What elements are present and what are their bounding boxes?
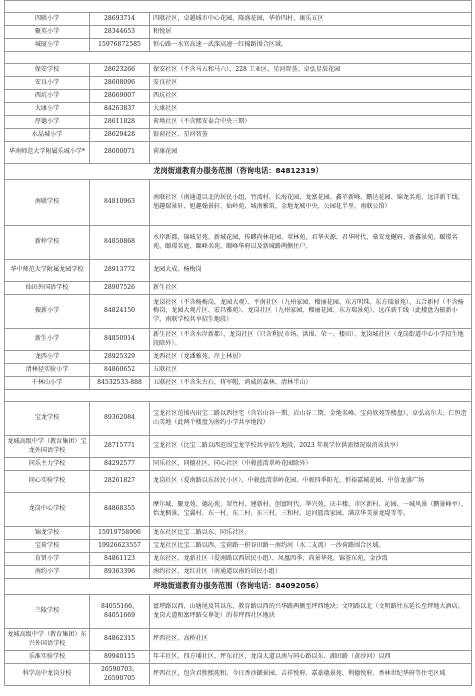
- service-area-cell: 富坪路以西，山塘尾及其以东，教育路以西的兴华路两侧至坪西地块；文明路以北（文明路往东延长至坪地大酒店、龙岗大道和富坪路交界处）的非坪西社区地块: [150, 595, 472, 629]
- service-area-cell: 四联社区，卓越城市中心花园、隆盛花园，华侨四村、康乐五区: [150, 13, 472, 26]
- phone-cell: 84861123: [90, 553, 150, 566]
- table-row: [5, 90, 472, 103]
- table-row: [5, 13, 472, 26]
- phone-cell: 84850914: [90, 329, 150, 351]
- school-name-cell: 新生小学: [5, 329, 90, 351]
- phone-cell: 28608096: [90, 77, 150, 90]
- phone-cell: 28925329: [90, 351, 150, 364]
- phone-cell: 84263837: [90, 103, 150, 116]
- section-spacer: [5, 390, 472, 402]
- service-area-cell: 南联社区（南通道以北的居民小组，竹湾村、长海花园、龙富花园、鑫苹新峰、鹏达花园、锦龙名苑、远洋新干线、旭趣瑞景轩、旭趣翰景轩、仙岭苑、城南雅筑、金地龙城中央、公园花半里，南联公馆）: [150, 180, 472, 226]
- phone-cell: 84532533-888: [90, 377, 150, 390]
- table-row: [5, 364, 472, 377]
- table-row: [5, 180, 472, 226]
- phone-cell: 28907526: [90, 282, 150, 295]
- service-area-cell: 同乐社区、同德社区、同心社区（中骏蓝湾翠岭花园除外）: [150, 458, 472, 471]
- service-area-cell: 保安社区（不含马五和马六）、228 工业区，星河智荟、卓弘星辰花园: [150, 64, 472, 77]
- phone-cell: 89940115: [90, 651, 150, 664]
- table-row: [5, 64, 472, 77]
- phone-cell: 26590703、26590705: [90, 664, 150, 686]
- school-name-cell: 锦龙学校: [5, 527, 90, 540]
- phone-cell: 84862315: [90, 629, 150, 651]
- service-area-cell: 荷坳社区（不含熙安泰合中央三期）: [150, 116, 472, 129]
- school-name-cell: 龙西小学: [5, 351, 90, 364]
- table-row: [5, 664, 472, 686]
- table-row: [5, 629, 472, 651]
- phone-cell: 28611828: [90, 116, 150, 129]
- school-name-cell: 科学高中龙岗分校: [5, 664, 90, 686]
- phone-cell: 84860652: [90, 364, 150, 377]
- school-name-cell: 安良小学: [5, 77, 90, 90]
- school-district-table: [4, 0, 472, 686]
- service-area-cell: 龙岗社区（不含杨梅岗，龙园大观）、平南社区（九州家园、榴丽花园、东方明珠、东方瑞景苑）、五合新村（不含杨梅岗、龙园大观片区、宏昌雅苑）、龙岗社区（九州家园、榴丽花园、东方瑞景苑）、远洋新干线（此楼盘为振新小学、南联学校共享招生地段）: [150, 295, 472, 329]
- table-row: [5, 540, 472, 553]
- section-spacer: [5, 1, 472, 13]
- table-row: [5, 226, 472, 260]
- table-row: [5, 116, 472, 129]
- section-header-text: [5, 52, 472, 64]
- service-area-cell: 大康社区: [150, 103, 472, 116]
- phone-cell: 28913772: [90, 260, 150, 282]
- table-row: [5, 329, 472, 351]
- service-area-cell: 龙岗社区（爱南路以东居民小区）、中骏蓝湾翠岭花园、中骏四季阳光、恒裕嘉城花园、中信龙盛广场: [150, 471, 472, 493]
- school-name-cell: 兰陵学校: [5, 595, 90, 629]
- phone-cell: 28693714: [90, 13, 150, 26]
- table-row: [5, 129, 472, 142]
- table-row: [5, 26, 472, 39]
- service-area-cell: 五联社区（不含朱古石、将军帽、鸿威的森林、清林半山）: [150, 377, 472, 390]
- phone-cell: 15976872585: [90, 39, 150, 52]
- phone-cell: 15919758906: [90, 527, 150, 540]
- service-area-cell: 南约社区、龙红社区（南通道以南的居民小组）: [150, 566, 472, 579]
- service-area-cell: 新生社区（不含水岸新都）、龙岗社区（只含利民市场、洪围、荣一、楼田）、龙岗城社区（龙岗街道中心小学招生地段除外）。: [150, 329, 472, 351]
- service-area-cell: 安良社区: [150, 77, 472, 90]
- phone-cell: 89362084: [90, 402, 150, 436]
- phone-cell: 84810963: [90, 180, 150, 226]
- table-row: [5, 566, 472, 579]
- school-name-cell: 育贤小学: [5, 553, 90, 566]
- phone-cell: 19926623557: [90, 540, 150, 553]
- table-row: [5, 103, 472, 116]
- service-area-cell: 银荷社区、星河智荟: [150, 129, 472, 142]
- school-name-cell: 城厦小学: [5, 39, 90, 52]
- table-row: [5, 651, 472, 664]
- table-row: [5, 77, 472, 90]
- service-area-cell: 摩尔城、聚龙苑、德沁苑、翠竹村、建新村、创富时代、华兴苑、庆丰楼、市区新村、沁园、一城风景（鹏景峰亭）、怡龙枫景、宝翼村、东一村、东二村、东三村、三和村、运河篮湾家园、满京华美景龙堤等等。: [150, 493, 472, 527]
- school-name-cell: 同乐主力学校: [5, 458, 90, 471]
- school-name-cell: 四联小学: [5, 13, 90, 26]
- phone-cell: 28669007: [90, 90, 150, 103]
- table-row: [5, 527, 472, 540]
- phone-cell: 84824150: [90, 295, 150, 329]
- table-row: [5, 260, 472, 282]
- service-area-cell: 龙东社区比宝二路以东、同乐社区、: [150, 527, 472, 540]
- service-area-cell: 和悦居: [150, 26, 472, 39]
- school-name-cell: 聚英小学: [5, 26, 90, 39]
- phone-cell: 28261827: [90, 471, 150, 493]
- service-area-cell: 新生社区: [150, 282, 472, 295]
- school-name-cell: 水晶城小学: [5, 129, 90, 142]
- school-name-cell: 西坑小学: [5, 90, 90, 103]
- table-row: [5, 493, 472, 527]
- phone-cell: 28623266: [90, 64, 150, 77]
- school-name-cell: 乐淮实验学校: [5, 651, 90, 664]
- school-name-cell: 保安学校: [5, 64, 90, 77]
- section-header-text: [5, 390, 472, 402]
- phone-cell: 84292577: [90, 458, 150, 471]
- service-area-cell: 宝龙社区比宝二路以西、宝荷路一积谷田路一南约河（水二支流）一沙荷路围合区域。: [150, 540, 472, 553]
- table-row: [5, 282, 472, 295]
- phone-cell: 84055166、84051669: [90, 595, 150, 629]
- section-spacer: [5, 52, 472, 64]
- school-name-cell: 大康小学: [5, 103, 90, 116]
- school-name-cell: 宝龙学校: [5, 402, 90, 436]
- table-row: [5, 595, 472, 629]
- phone-cell: 89363396: [90, 566, 150, 579]
- school-name-cell: 仙田外国语学校: [5, 282, 90, 295]
- service-area-cell: 坪西社区，包含君胜熙苑和、今日香沙御景园、吉祥悦府、嘉豪德景苑、利德悦府、香林世纪华府等住宅区域: [150, 664, 472, 686]
- section-header-text: 坪地街道教育办服务范围（咨询电话：84092056）: [5, 579, 472, 595]
- service-area-cell: 五联社区: [150, 364, 472, 377]
- phone-cell: 28344653: [90, 26, 150, 39]
- section-header: [5, 164, 472, 180]
- school-name-cell: 同心实验学校: [5, 471, 90, 493]
- table-row: [5, 458, 472, 471]
- section-header-text: 龙岗街道教育办服务范围（咨询电话：84812319）: [5, 164, 472, 180]
- service-area-cell: 西坑社区: [150, 90, 472, 103]
- phone-cell: 28715771: [90, 436, 150, 458]
- table-row: [5, 436, 472, 458]
- service-area-cell: 水岸新都、锦城星苑、新城花园、传麒尚林花园、翠林苑、君华天源、君华时代、燊安龙樾府、新鑫景苑、颐璟名苑、颐璟名庭、颐峰名苑、颐峰华府以及新城路两侧住户。: [150, 226, 472, 260]
- table-row: [5, 471, 472, 493]
- school-name-cell: 清林径实验小学: [5, 364, 90, 377]
- school-name-cell: 华中师范大学附属龙园学校: [5, 260, 90, 282]
- table-row: [5, 402, 472, 436]
- service-area-cell: 年丰社区、四方埔社区、坪东社区、龙岗大道以南与同心路以东、湖田路（黄沙河）以西: [150, 651, 472, 664]
- table-row: [5, 295, 472, 329]
- table-row: [5, 377, 472, 390]
- school-name-cell: 南联学校: [5, 180, 90, 226]
- school-name-cell: 厚德小学: [5, 116, 90, 129]
- school-name-cell: 新梓学校: [5, 226, 90, 260]
- phone-cell: 84868355: [90, 493, 150, 527]
- school-name-cell: 振新小学: [5, 295, 90, 329]
- phone-cell: 28629428: [90, 129, 150, 142]
- table-row: [5, 553, 472, 566]
- service-area-cell: 宝龙社区范围内出宝二路以西往宅（含岩山谷一期、岩山谷二期、金地名峰、宝荷欣苑等楼盘）、卓弘高尔夫、仁恒峦山美地（此两个楼盘为南约小学共享地段）: [150, 402, 472, 436]
- table-row: [5, 39, 472, 52]
- service-area-cell: 荷康花园: [150, 142, 472, 164]
- school-name-cell: 千林山小学: [5, 377, 90, 390]
- service-area-cell: 宝龙社区（比宝二路以西范围宝龙学校共享招生地段，2023 年视学位供需情况取消该共享）: [150, 436, 472, 458]
- service-area-cell: 恒心路一水官高速一武深高速一红棉路围合区域。: [150, 39, 472, 52]
- school-name-cell: 宝荷学校: [5, 540, 90, 553]
- service-area-cell: 龙东社区、龙新社区（爱南路以西居民小组）、凤凰四季、尚景华苑、锦荟东苑、金沙湾: [150, 553, 472, 566]
- school-name-cell: 龙城高级中学（教育集团）东兴外国语学校: [5, 629, 90, 651]
- school-name-cell: 龙岗中心学校: [5, 493, 90, 527]
- phone-cell: 84850868: [90, 226, 150, 260]
- table-row: [5, 351, 472, 364]
- service-area-cell: 坪西社区、高桥社区: [150, 629, 472, 651]
- service-area-cell: 龙园大成、杨梅岗: [150, 260, 472, 282]
- school-name-cell: 华南师范大学附属乐城小学*: [5, 142, 90, 164]
- section-header-text: [5, 1, 472, 13]
- table-row: [5, 142, 472, 164]
- school-name-cell: 南约小学: [5, 566, 90, 579]
- section-header: [5, 579, 472, 595]
- service-area-cell: 龙西社区（龙潘雅苑、岸上林居）: [150, 351, 472, 364]
- phone-cell: 28600071: [90, 142, 150, 164]
- school-name-cell: 龙城高级中学（教育集团）宝龙外国语学校: [5, 436, 90, 458]
